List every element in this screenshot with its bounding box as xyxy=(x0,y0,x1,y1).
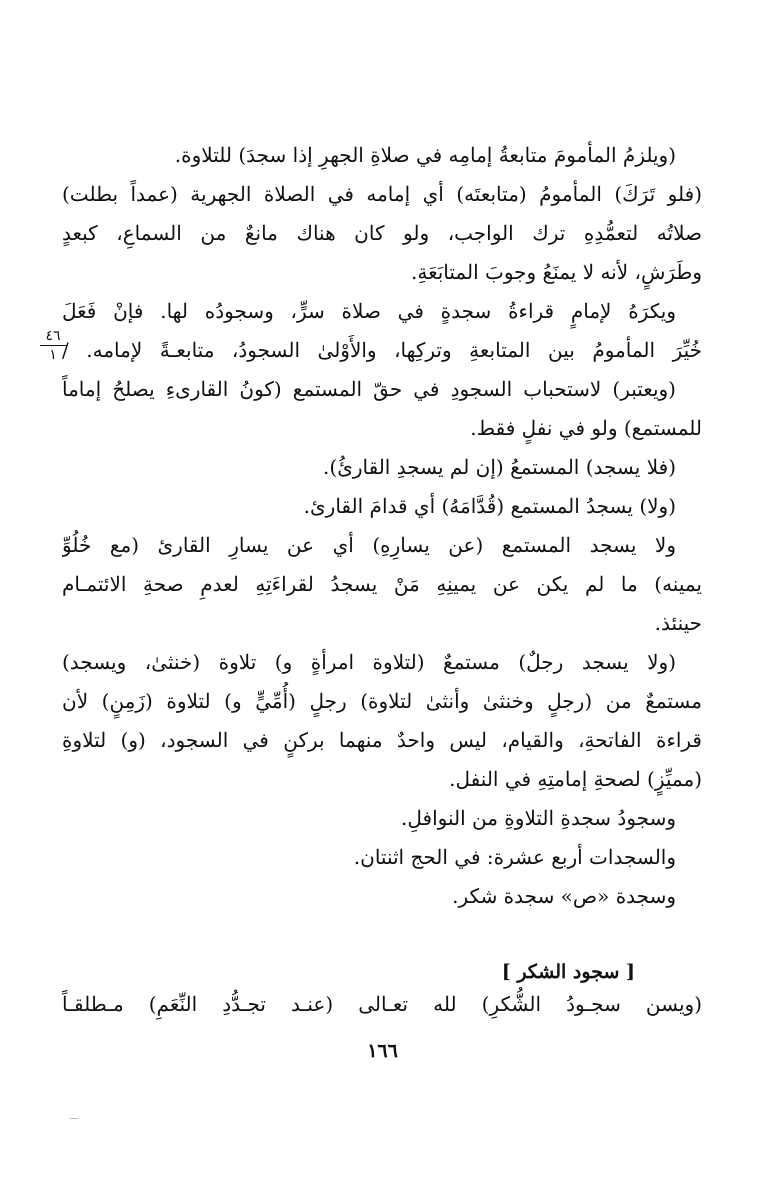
text-line-13: حينئذ. xyxy=(654,611,702,635)
section-first-line-container xyxy=(62,985,702,1024)
text-line-7: (ويعتبر) لاستحباب السجودِ في حقّ المستمع (كونُ القارىءِ يصلحُ إماماً xyxy=(62,377,676,401)
text-line-8: للمستمع) ولو في نفلٍ فقط. xyxy=(470,416,702,440)
body-text xyxy=(62,136,702,916)
text-line-1: (ويلزمُ المأمومَ متابعةُ إمامِه في صلاةِ الجهرِ إذا سجدَ) للتلاوة. xyxy=(174,143,676,167)
text-line-2: (فلو تَرَكَ) المأمومُ (متابعتَه) أي إمامه في الصلاة الجهرية (عمداً بطلت) xyxy=(62,182,702,206)
text-line-16: قراءة الفاتحةِ، والقيام، ليس واحدٌ منهما بركنٍ في السجود، (و) لتلاوةِ xyxy=(62,728,702,752)
section-first-line: (ويسن سجـودُ الشُّكرِ) لله تعـالى (عنـد تجـدُّدِ النِّعَمِ) مـطلقـاً xyxy=(62,992,702,1016)
text-line-4: وطَرَشٍ، لأنه لا يمنَعُ وجوبَ المتابَعَةِ. xyxy=(411,260,702,284)
margin-reference-bottom: ١ xyxy=(49,347,57,363)
margin-page-reference xyxy=(40,329,66,362)
scan-mark xyxy=(70,1118,78,1119)
text-line-17: (مميِّزٍ) لصحةِ إمامتِهِ في النفل. xyxy=(449,767,702,791)
text-line-11: ولا يسجد المستمع (عن يسارِهِ) أي عن يسارِ القارئ (مع خُلُوِّ xyxy=(62,533,676,557)
text-line-6: خُيِّرَ المأمومُ بين المتابعةِ وتركِها، والأَوْلىٰ السجودُ، متابعـةً لإمامه. / xyxy=(62,338,702,362)
text-line-19: والسجدات أربع عشرة: في الحج اثنتان. xyxy=(353,845,676,869)
page-number: ١٦٦ xyxy=(367,1040,398,1062)
text-line-3: صلاتُه لتعمُّدِهِ ترك الواجب، ولو كان هناك مانعٌ من السماعِ، كبعدٍ xyxy=(62,221,702,245)
text-line-18: وسجودُ سجدةِ التلاوةِ من النوافلِ. xyxy=(401,806,676,830)
text-line-12: يمينه) ما لم يكن عن يمينِهِ مَنْ يسجدُ لقراءَتِهِ لعدمِ صحةِ الائتمـام xyxy=(62,572,702,596)
text-line-9: (فلا يسجد) المستمعُ (إن لم يسجدِ القارئُ). xyxy=(323,455,676,479)
margin-reference-top: ٤٦ xyxy=(40,329,66,346)
text-line-14: (ولا يسجد رجلٌ) مستمعٌ (لتلاوة امرأةٍ و) تلاوة (خنثىٰ، ويسجد) xyxy=(62,650,676,674)
text-line-20: وسجدة «ص» سجدة شكر. xyxy=(452,884,676,908)
section-heading: [ سجود الشكر ] xyxy=(501,961,635,983)
text-line-10: (ولا) يسجدُ المستمع (قُدَّامَهُ) أي قدامَ القارئ. xyxy=(303,494,676,518)
text-line-15: مستمعٌ من (رجلٍ وخنثىٰ وأنثىٰ لتلاوة) رجلٍ (أُمِّيٍّ و) لتلاوة (زَمِنٍ) لأن xyxy=(62,689,702,713)
text-line-5: ويكرَهُ لإمامٍ قراءةُ سجدةٍ في صلاة سرٍّ، وسجودُه لها. فإنْ فَعَلَ xyxy=(62,299,676,323)
